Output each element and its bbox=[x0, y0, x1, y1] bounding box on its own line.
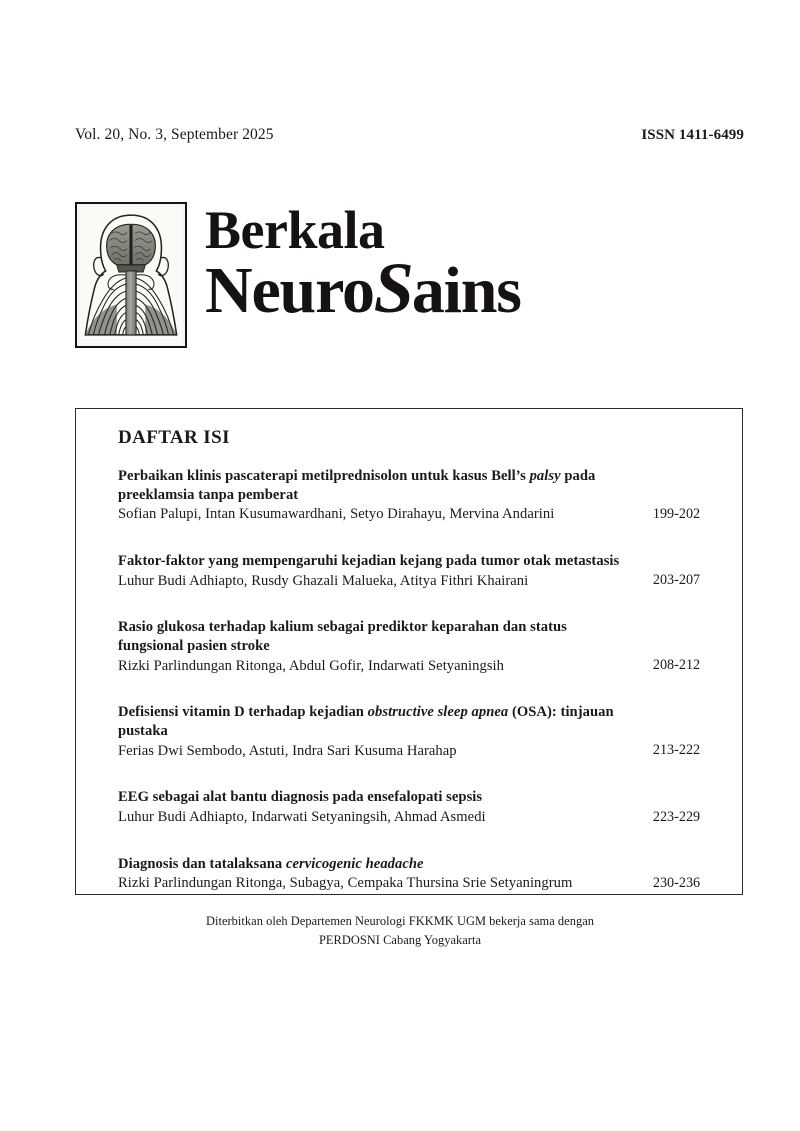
toc-entry-authors: Luhur Budi Adhiapto, Indarwati Setyaningsih, Ahmad Asmedi bbox=[118, 809, 486, 826]
toc-entry-main bbox=[118, 467, 621, 524]
toc-entry-authors: Luhur Budi Adhiapto, Rusdy Ghazali Malueka, Atitya Fithri Khairani bbox=[118, 572, 529, 589]
masthead-line-berkala: Berkala bbox=[205, 200, 385, 260]
publisher-line-2: PERDOSNI Cabang Yogyakarta bbox=[318, 932, 482, 947]
masthead-title bbox=[205, 200, 521, 328]
issn-number: ISSN 1411-6499 bbox=[641, 127, 744, 143]
volume-issue-date: Vol. 20, No. 3, September 2025 bbox=[75, 126, 274, 143]
toc-entry-authors: Rizki Parlindungan Ritonga, Subagya, Cempaka Thursina Srie Setyaningrum bbox=[118, 875, 573, 892]
title-italic-part: cervicogenic headache bbox=[285, 855, 424, 872]
toc-entry-main bbox=[118, 703, 621, 760]
masthead-swash-s: S bbox=[373, 247, 412, 328]
toc-entry-authors: Rizki Parlindungan Ritonga, Abdul Gofir, Indarwati Setyaningsih bbox=[118, 657, 505, 674]
title-part-end: (OSA): tinjauan pustaka bbox=[118, 704, 614, 740]
toc-entry-main bbox=[118, 618, 621, 675]
toc-entry-main bbox=[118, 552, 621, 590]
publisher-line-1: Diterbitkan oleh Departemen Neurologi FKKMK UGM bekerja sama dengan bbox=[205, 914, 595, 928]
toc-entry[interactable] bbox=[118, 618, 732, 675]
title-part: Diagnosis dan tatalaksana bbox=[118, 855, 286, 872]
toc-entry-pages: 230-236 bbox=[652, 875, 701, 892]
toc-heading: DAFTAR ISI bbox=[118, 427, 230, 448]
toc-entry-main bbox=[118, 855, 621, 893]
title-italic-part: palsy bbox=[529, 468, 561, 484]
toc-entry[interactable] bbox=[118, 467, 732, 524]
journal-brand bbox=[75, 202, 521, 348]
toc-entry-authors: Ferias Dwi Sembodo, Astuti, Indra Sari Kusuma Harahap bbox=[118, 742, 457, 759]
toc-entry-title bbox=[118, 618, 621, 655]
journal-logo bbox=[75, 202, 187, 348]
title-part: EEG sebagai alat bantu diagnosis pada ensefalopati sepsis bbox=[118, 789, 483, 806]
toc-entry-title bbox=[118, 788, 621, 807]
toc-entry-title bbox=[118, 855, 621, 874]
toc-entry[interactable] bbox=[118, 855, 732, 893]
toc-entry-pages: 213-222 bbox=[652, 742, 701, 759]
masthead-neuro-text: Neuro bbox=[205, 253, 374, 327]
table-of-contents-box bbox=[75, 408, 743, 895]
brain-and-nerves-icon bbox=[80, 207, 182, 343]
toc-entry-pages: 208-212 bbox=[652, 657, 701, 674]
toc-entry-pages: 203-207 bbox=[652, 572, 701, 589]
toc-entry-pages: 223-229 bbox=[652, 808, 701, 825]
title-part: Rasio glukosa terhadap kalium sebagai prediktor keparahan dan status fungsional pasien stroke bbox=[118, 619, 567, 655]
toc-entry-list bbox=[118, 467, 732, 893]
masthead-ains-text: ains bbox=[411, 253, 521, 327]
toc-entry-pages: 199-202 bbox=[652, 506, 701, 523]
toc-entry-authors: Sofian Palupi, Intan Kusumawardhani, Setyo Dirahayu, Mervina Andarini bbox=[118, 506, 555, 523]
title-part: Defisiensi vitamin D terhadap kejadian bbox=[118, 704, 368, 721]
title-part-end: pada preeklamsia tanpa pemberat bbox=[118, 468, 596, 503]
toc-entry-title bbox=[118, 703, 621, 740]
toc-entry-title bbox=[118, 467, 621, 504]
toc-entry-main bbox=[118, 788, 621, 826]
title-part: Faktor-faktor yang mempengaruhi kejadian kejang pada tumor otak metastasis bbox=[118, 553, 620, 570]
title-italic-part: obstructive sleep apnea bbox=[367, 704, 509, 721]
toc-entry-title bbox=[118, 552, 621, 571]
publisher-footer bbox=[0, 912, 800, 949]
title-part: Perbaikan klinis pascaterapi metilprednisolon untuk kasus Bell’s bbox=[118, 468, 530, 484]
toc-entry[interactable] bbox=[118, 788, 732, 826]
toc-entry[interactable] bbox=[118, 552, 732, 590]
toc-entry[interactable] bbox=[118, 703, 732, 760]
cover-header bbox=[75, 126, 744, 144]
masthead-line-neurosains bbox=[205, 247, 521, 328]
